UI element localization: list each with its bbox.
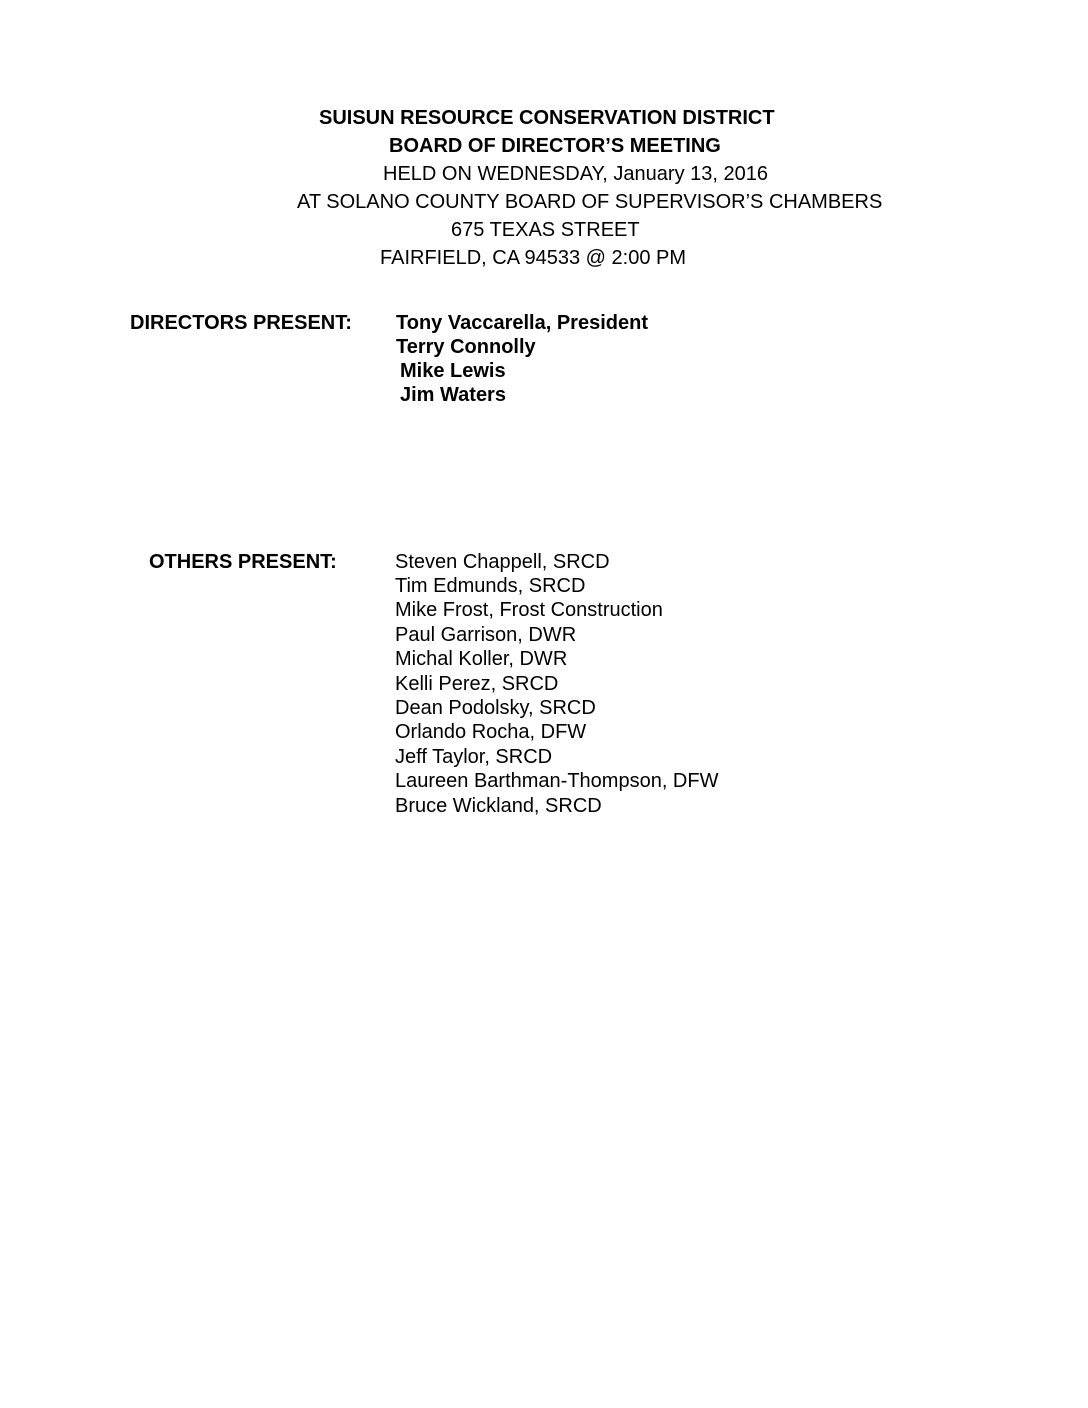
attendee-name: Paul Garrison, DWR [395,624,577,646]
meeting-title: BOARD OF DIRECTOR’S MEETING [389,135,721,157]
attendee-name: Orlando Rocha, DFW [395,721,587,743]
director-name: Mike Lewis [400,360,506,382]
meeting-city-time: FAIRFIELD, CA 94533 @ 2:00 PM [380,247,686,269]
attendee-name: Mike Frost, Frost Construction [395,599,663,621]
meeting-date: HELD ON WEDNESDAY, January 13, 2016 [383,163,768,185]
attendee-name: Steven Chappell, SRCD [395,551,610,573]
attendee-name: Bruce Wickland, SRCD [395,795,602,817]
director-name: Jim Waters [400,384,506,406]
director-name: Terry Connolly [396,336,536,358]
director-name: Tony Vaccarella, President [396,312,648,334]
attendee-name: Tim Edmunds, SRCD [395,575,586,597]
attendee-name: Kelli Perez, SRCD [395,673,559,695]
directors-present-label: DIRECTORS PRESENT: [130,312,352,334]
district-name: SUISUN RESOURCE CONSERVATION DISTRICT [319,107,775,129]
meeting-street: 675 TEXAS STREET [451,219,640,241]
others-present-label: OTHERS PRESENT: [149,551,337,573]
attendee-name: Dean Podolsky, SRCD [395,697,596,719]
attendee-name: Laureen Barthman-Thompson, DFW [395,770,719,792]
attendee-name: Michal Koller, DWR [395,648,568,670]
attendee-name: Jeff Taylor, SRCD [395,746,553,768]
meeting-location: AT SOLANO COUNTY BOARD OF SUPERVISOR’S CHAMBERS [297,191,883,213]
